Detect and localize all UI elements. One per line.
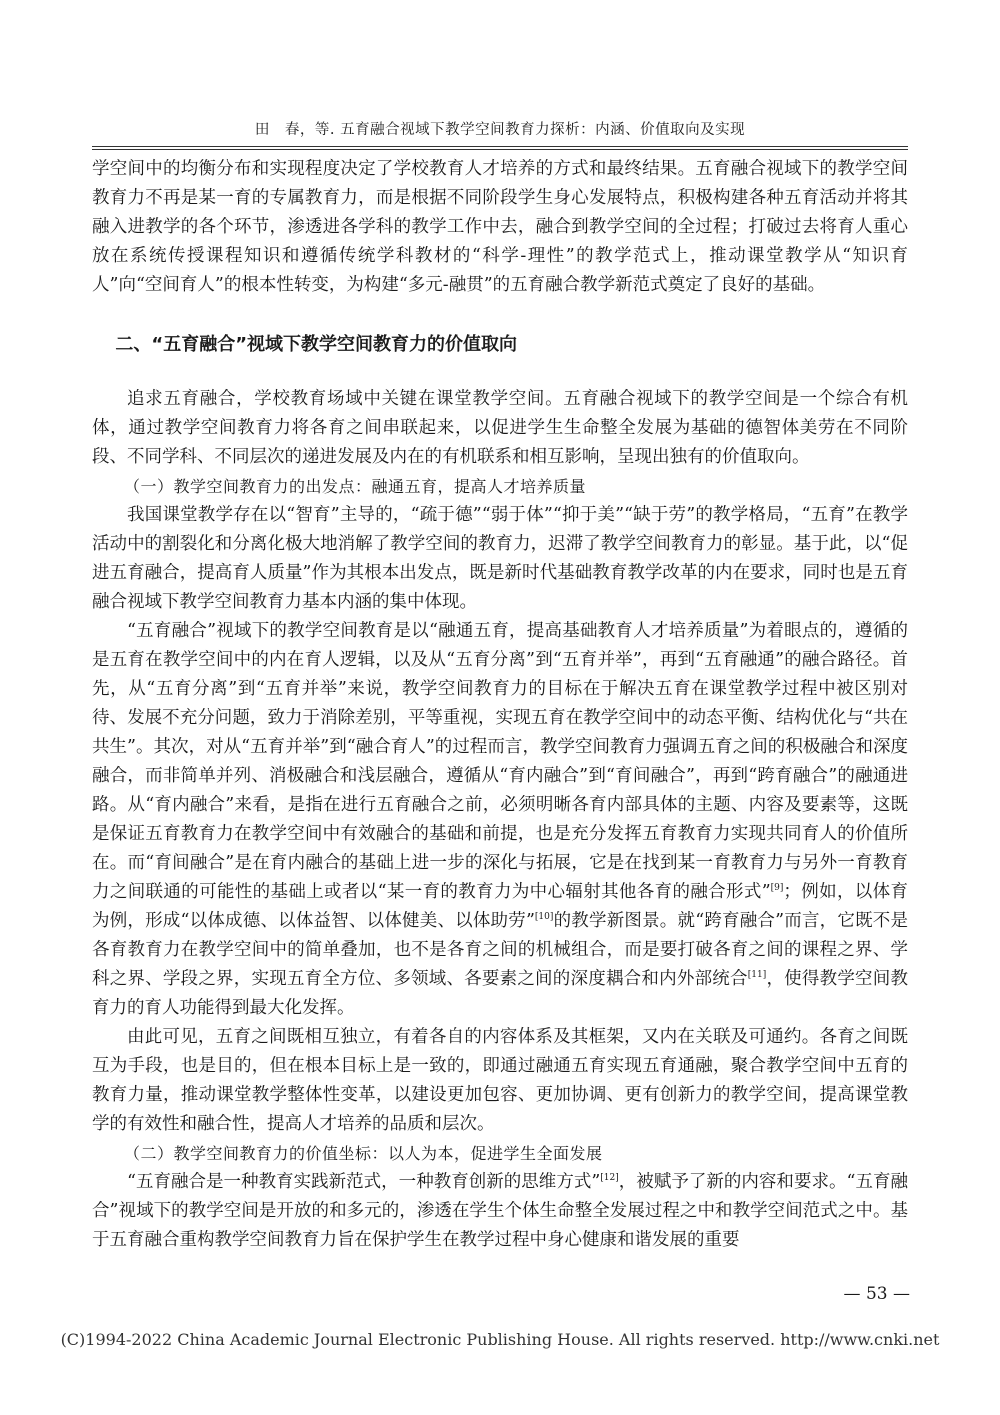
header-divider [92, 146, 908, 150]
paragraph-with-citations [92, 617, 908, 1023]
article-body [92, 155, 908, 1255]
text-segment: ；例如，以体育为例，形成“以体成德、以体益智、以体健美、以体助劳” [92, 882, 909, 931]
paragraph-with-citation [92, 1168, 908, 1255]
text-segment: 的教学新图景。就“跨育融合”而言，它既不是各育教育力在教学空间中的简单叠加，也不是各育之间的机械组合，而是要打破各育之间的课程之界、学科之界、学段之界，实现五育全方位、多领域、各要素之间的深度耦合和内外部统合 [92, 911, 908, 989]
paragraph: 由此可见，五育之间既相互独立，有着各自的内容体系及其框架，又内在关联及可通约。各育之间既互为手段，也是目的，但在根本目标上是一致的，即通过融通五育实现五育通融，聚合教学空间中五育的教育力量，推动课堂教学整体性变革，以建设更加包容、更加协调、更有创新力的教学空间，提高课堂教学的有效性和融合性，提高人才培养的品质和层次。 [92, 1027, 908, 1134]
text-segment: “五育融合是一种教育实践新范式，一种教育创新的思维方式” [127, 1172, 601, 1192]
text-segment: “五育融合”视域下的教学空间教育是以“融通五育，提高基础教育人才培养质量”为着眼点的，遵循的是五育在教学空间中的内在育人逻辑，以及从“五育分离”到“五育并举”，再到“五育融通”的融合路径。首先，从“五育分离”到“五育并举”来说，教学空间教育力的目标在于解决五育在课堂教学过程中被区别对待、发展不充分问题，致力于消除差别，平等重视，实现五育在教学空间中的动态平衡、结构优化与“共在共生”。其次，对从“五育并举”到“融合育人”的过程而言，教学空间教育力强调五育之间的积极融合和深度融合，而非简单并列、消极融合和浅层融合，遵循从“育内融合”到“育间融合”，再到“跨育融合”的融通进路。从“育内融合”来看，是指在进行五育融合之前，必须明晰各育内部具体的主题、内容及要素等，这既是保证五育教育力在教学空间中有效融合的基础和前提，也是充分发挥五育教育力实现共同育人的价值所在。而“育间融合”是在育内融合的基础上进一步的深化与拓展，它是在找到某一育教育力与另外一育教育力之间联通的可能性的基础上或者以“某一育的教育力为中心辐射其他各育的融合形式” [92, 621, 908, 902]
section-heading: 二、“五育融合”视域下教学空间教育力的价值取向 [115, 334, 518, 355]
running-header: 田 春，等. 五育融合视域下教学空间教育力探析：内涵、价值取向及实现 [254, 122, 746, 138]
subsection-heading-2: （二）教学空间教育力的价值坐标：以人为本，促进学生全面发展 [124, 1144, 603, 1163]
copyright-footer: (C)1994-2022 China Academic Journal Electronic Publishing House. All rights reserved. http://www.cnki.net [60, 1330, 940, 1349]
text-segment: ，使得教学空间教育力的育人功能得到最大化发挥。 [92, 969, 908, 1018]
citation-9: [9] [770, 883, 784, 893]
citation-10: [10] [534, 912, 554, 922]
subsection-heading-1: （一）教学空间教育力的出发点：融通五育，提高人才培养质量 [124, 477, 587, 496]
page-number: — 53 — [843, 1284, 910, 1304]
citation-11: [11] [747, 970, 767, 980]
paragraph-intro: 追求五育融合，学校教育场域中关键在课堂教学空间。五育融合视域下的教学空间是一个综合有机体，通过教学空间教育力将各育之间串联起来，以促进学生生命整全发展为基础的德智体美劳在不同阶段、不同学科、不同层次的递进发展及内在的有机联系和相互影响，呈现出独有的价值取向。 [92, 389, 908, 467]
text-segment: ，被赋予了新的内容和要求。“五育融合”视域下的教学空间是开放的和多元的，渗透在学生个体生命整全发展过程之中和教学空间范式之中。基于五育融合重构教学空间教育力旨在保护学生在教学过程中身心健康和谐发展的重要 [92, 1172, 908, 1250]
citation-12: [12] [600, 1173, 619, 1183]
paragraph: 我国课堂教学存在以“智育”主导的，“疏于德”“弱于体”“抑于美”“缺于劳”的教学格局，“五育”在教学活动中的割裂化和分离化极大地消解了教学空间的教育力，迟滞了教学空间教育力的彰显。基于此，以“促进五育融合，提高育人质量”作为其根本出发点，既是新时代基础教育教学改革的内在要求，同时也是五育融合视域下教学空间教育力基本内涵的集中体现。 [92, 505, 908, 612]
paragraph-continuation: 学空间中的均衡分布和实现程度决定了学校教育人才培养的方式和最终结果。五育融合视域下的教学空间教育力不再是某一育的专属教育力，而是根据不同阶段学生身心发展特点，积极构建各种五育活动并将其融入进教学的各个环节，渗透进各学科的教学工作中去，融合到教学空间的全过程；打破过去将育人重心放在系统传授课程知识和遵循传统学科教材的“科学-理性”的教学范式上，推动课堂教学从“知识育人”向“空间育人”的根本性转变，为构建“多元-融贯”的五育融合教学新范式奠定了良好的基础。 [92, 159, 908, 295]
